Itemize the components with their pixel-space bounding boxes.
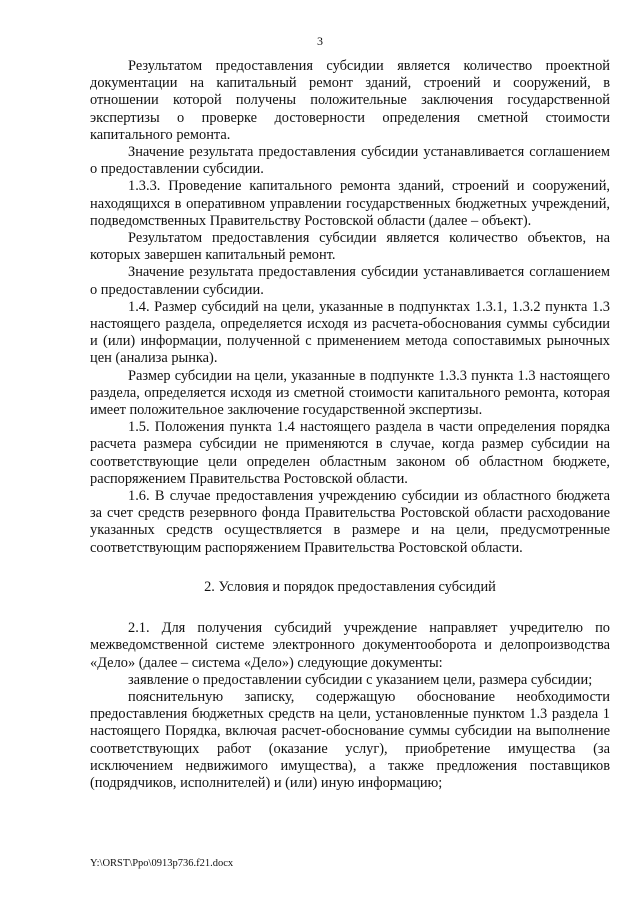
paragraph: Значение результата предоставления субсидии устанавливается соглашением о предоставлении субсидии. bbox=[90, 264, 610, 298]
paragraph: 1.3.3. Проведение капитального ремонта зданий, строений и сооружений, находящихся в оперативном управлении государственных бюджетных учреждений, подведомственных Правительству Ростовской области (далее – объект). bbox=[90, 178, 610, 229]
paragraph: пояснительную записку, содержащую обоснование необходимости предоставления бюджетных средств на цели, установленные пунктом 1.3 раздела 1 настоящего Порядка, включая расчет-обоснование суммы субсидии на выполнение соответствующих работ (оказание услуг), приобретение имущества (за исключением недвижимого имущества), а также предложения поставщиков (подрядчиков, исполнителей) и (или) иную информацию; bbox=[90, 688, 610, 791]
paragraph: 2.1. Для получения субсидий учреждение направляет учредителю по межведомственной системе электронного документооборота и делопроизводства «Дело» (далее – система «Дело») следующие документы: bbox=[90, 620, 610, 671]
paragraph: 1.6. В случае предоставления учреждению субсидии из областного бюджета за счет средств резервного фонда Правительства Ростовской области расходование указанных средств осуществляется в размере и на цели, предусмотренные соответствующим распоряжением Правительства Ростовской области. bbox=[90, 488, 610, 556]
paragraph: Результатом предоставления субсидии является количество объектов, на которых завершен капитальный ремонт. bbox=[90, 230, 610, 264]
paragraph: Результатом предоставления субсидии является количество проектной документации на капитальный ремонт зданий, строений и сооружений, в отношении которой получены положительные заключения государственной экспертизы о проверке достоверности определения сметной стоимости капитального ремонта. bbox=[90, 58, 610, 143]
paragraph: 1.4. Размер субсидий на цели, указанные в подпунктах 1.3.1, 1.3.2 пункта 1.3 настоящего раздела, определяется исходя из расчета-обоснования суммы субсидии и (или) информации, полученной с применением метода сопоставимых рыночных цен (анализа рынка). bbox=[90, 298, 610, 367]
paragraph: 1.5. Положения пункта 1.4 настоящего раздела в части определения порядка расчета размера субсидии не применяются в случае, когда размер субсидии на соответствующие цели определен областным законом об областном бюджете, распоряжением Правительства Ростовской области. bbox=[90, 419, 610, 487]
paragraph: Значение результата предоставления субсидии устанавливается соглашением о предоставлении субсидии. bbox=[90, 144, 610, 178]
page-number: 3 bbox=[317, 34, 323, 48]
paragraph: заявление о предоставлении субсидии с указанием цели, размера субсидии; bbox=[128, 671, 593, 688]
section-heading: 2. Условия и порядок предоставления субсидий bbox=[204, 578, 496, 595]
paragraph: Размер субсидии на цели, указанные в подпункте 1.3.3 пункта 1.3 настоящего раздела, определяется исходя из сметной стоимости капитального ремонта, которая имеет положительное заключение государственной экспертизы. bbox=[90, 367, 610, 419]
footer-file-path: Y:\ORST\Ppo\0913p736.f21.docx bbox=[90, 858, 234, 869]
document-body bbox=[90, 58, 610, 792]
